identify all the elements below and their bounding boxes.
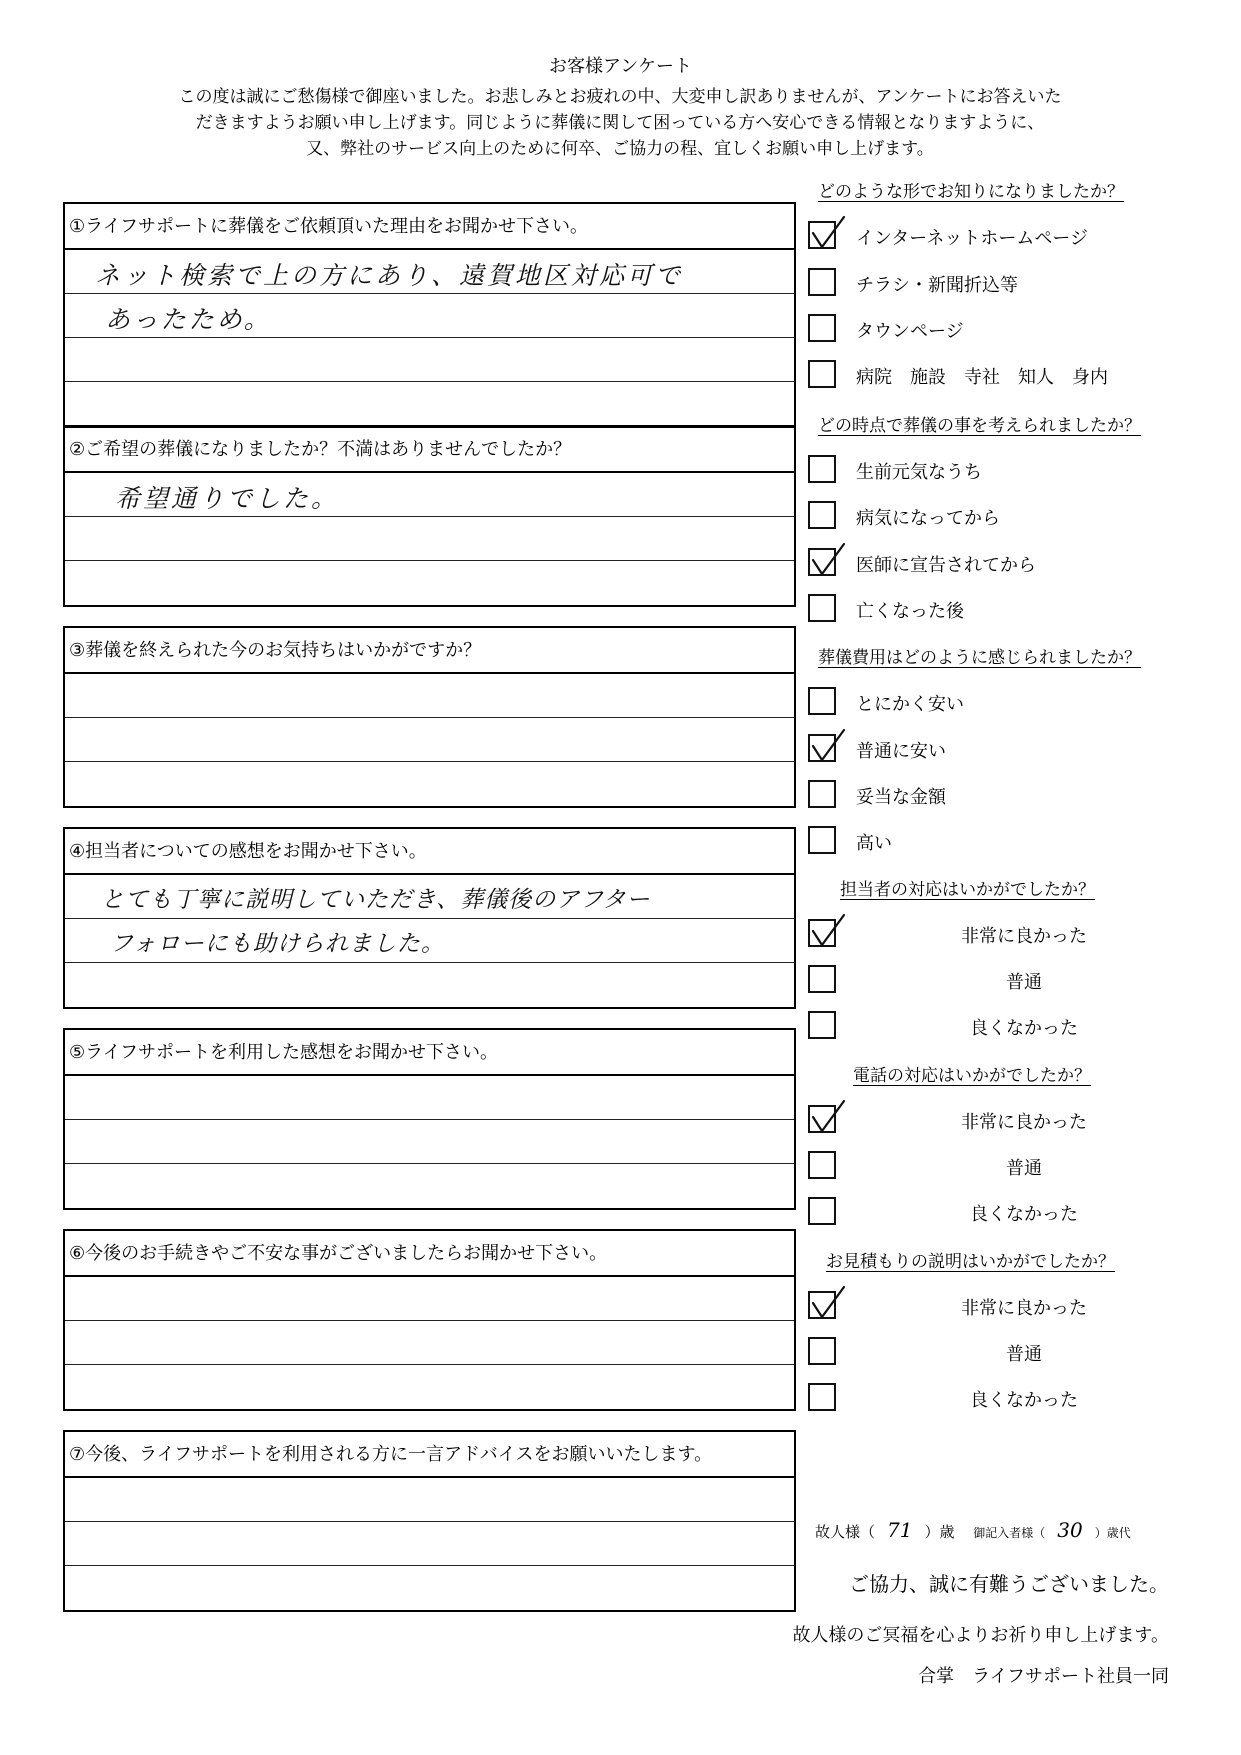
question-1-label: ①ライフサポートに葬儀をご依頼頂いた理由をお聞かせ下さい。 (65, 204, 794, 250)
handwritten-answer: ネット検索で上の方にあり、遠賀地区対応可で (95, 261, 684, 290)
question-4-label: ④担当者についての感想をお聞かせ下さい。 (65, 829, 794, 875)
option-fair-price[interactable] (808, 780, 1228, 814)
option-label: 普通 (1006, 972, 1042, 993)
answer-line[interactable] (65, 919, 794, 963)
question-6-box (63, 1229, 796, 1411)
checkbox[interactable] (808, 594, 836, 622)
question-6-label: ⑥今後のお手続きやご不安な事がございましたらお聞かせ下さい。 (65, 1231, 794, 1277)
option-label: 非常に良かった (961, 1298, 1087, 1319)
option-label: 亡くなった後 (856, 601, 964, 622)
option-while-healthy[interactable] (808, 455, 1228, 489)
section-heading-timing: どの時点で葬儀の事を考えられましたか？ (818, 416, 1141, 436)
answer-line[interactable] (65, 1277, 794, 1321)
check-mark-icon (808, 213, 848, 253)
intro-line-3: 又、弊社のサービス向上のために何卒、ご協力の程、宜しくお願い申し上げます。 (306, 139, 934, 159)
checkbox[interactable] (808, 1337, 836, 1365)
writer-age-label: 御記入者様（ (973, 1526, 1046, 1540)
answer-line[interactable] (65, 1522, 794, 1566)
answer-line[interactable] (65, 1478, 794, 1522)
option-label: とにかく安い (856, 694, 964, 715)
question-3-label: ③葬儀を終えられた今のお気持ちはいかがですか？ (65, 628, 794, 674)
option-after-diagnosis[interactable] (808, 548, 1228, 582)
answer-line[interactable] (65, 1365, 794, 1409)
answer-line[interactable] (65, 561, 794, 605)
option-townpage[interactable] (808, 314, 1228, 348)
answer-line[interactable] (65, 338, 794, 382)
page-title: お客様アンケート (549, 56, 692, 77)
option-label: 良くなかった (970, 1018, 1078, 1039)
deceased-age-unit: ）歳 (924, 1523, 955, 1541)
option-after-illness[interactable] (808, 501, 1228, 535)
closing-line-1: 故人様のご冥福を心よりお祈り申し上げます。 (792, 1625, 1169, 1646)
option-phone-not-good[interactable] (808, 1197, 1228, 1231)
option-staff-not-good[interactable] (808, 1011, 1228, 1045)
option-staff-normal[interactable] (808, 965, 1228, 999)
option-staff-very-good[interactable] (808, 919, 1228, 953)
section-heading-staff: 担当者の対応はいかがでしたか？ (840, 880, 1095, 900)
checkbox[interactable] (808, 687, 836, 715)
age-fields (815, 1518, 1131, 1542)
option-after-death[interactable] (808, 594, 1228, 628)
question-5-label: ⑤ライフサポートを利用した感想をお聞かせ下さい。 (65, 1030, 794, 1076)
answer-line[interactable] (65, 674, 794, 718)
question-2-label: ②ご希望の葬儀になりましたか？不満はありませんでしたか？ (65, 427, 794, 473)
option-label: チラシ・新聞折込等 (856, 275, 1018, 296)
writer-age-unit: ）歳代 (1094, 1526, 1131, 1540)
answer-line[interactable] (65, 875, 794, 919)
answer-line[interactable] (65, 762, 794, 806)
checkbox[interactable] (808, 314, 836, 342)
option-label: 生前元気なうち (856, 462, 982, 483)
answer-line[interactable] (65, 1321, 794, 1365)
check-mark-icon (808, 911, 848, 951)
option-label: 医師に宣告されてから (856, 555, 1036, 576)
option-label: インターネットホームページ (856, 228, 1089, 249)
check-mark-icon (808, 1283, 848, 1323)
checkbox[interactable] (808, 501, 836, 529)
checkbox[interactable] (808, 360, 836, 388)
answer-line[interactable] (65, 718, 794, 762)
closing-line-2: 合掌 ライフサポート社員一同 (918, 1666, 1169, 1687)
checkbox[interactable] (808, 780, 836, 808)
answer-line[interactable] (65, 963, 794, 1007)
section-heading-cost: 葬儀費用はどのように感じられましたか？ (818, 648, 1141, 668)
option-label: 病院 施設 寺社 知人 身内 (856, 367, 1108, 388)
option-phone-very-good[interactable] (808, 1105, 1228, 1139)
checkbox[interactable] (808, 1011, 836, 1039)
option-estimate-normal[interactable] (808, 1337, 1228, 1371)
option-phone-normal[interactable] (808, 1151, 1228, 1185)
option-internet[interactable] (808, 221, 1228, 255)
option-label: 普通に安い (856, 741, 946, 762)
option-label: 妥当な金額 (856, 787, 946, 808)
check-mark-icon (808, 1097, 848, 1137)
answer-line[interactable] (65, 1120, 794, 1164)
question-7-label: ⑦今後、ライフサポートを利用される方に一言アドバイスをお願いいたします。 (65, 1432, 794, 1478)
checkbox[interactable] (808, 455, 836, 483)
checkbox[interactable] (808, 1197, 836, 1225)
section-heading-estimate: お見積もりの説明はいかがでしたか？ (826, 1252, 1115, 1272)
checkbox[interactable] (808, 1383, 836, 1411)
answer-line[interactable] (65, 1076, 794, 1120)
checkbox[interactable] (808, 826, 836, 854)
option-flyer[interactable] (808, 268, 1228, 302)
question-2-box (63, 425, 796, 607)
intro-line-2: だきますようお願い申し上げます。同じように葬儀に関して困っている方へ安心できる情報となりますように、 (195, 113, 1045, 133)
option-expensive[interactable] (808, 826, 1228, 860)
deceased-age-label: 故人様（ (815, 1523, 876, 1541)
option-referral[interactable] (808, 360, 1228, 394)
question-1-box (63, 202, 796, 428)
answer-line[interactable] (65, 382, 794, 426)
answer-line[interactable] (65, 294, 794, 338)
option-very-cheap[interactable] (808, 687, 1228, 721)
option-label: 非常に良かった (961, 1112, 1087, 1133)
answer-line[interactable] (65, 1164, 794, 1208)
checkbox[interactable] (808, 965, 836, 993)
answer-line[interactable] (65, 517, 794, 561)
checkbox[interactable] (808, 268, 836, 296)
checkbox[interactable] (808, 1151, 836, 1179)
option-label: 高い (856, 833, 892, 854)
option-label: 良くなかった (970, 1204, 1078, 1225)
option-label: タウンページ (856, 321, 964, 342)
check-mark-icon (808, 540, 848, 580)
option-label: 非常に良かった (961, 926, 1087, 947)
option-estimate-not-good[interactable] (808, 1383, 1228, 1417)
option-estimate-very-good[interactable] (808, 1291, 1228, 1325)
writer-age-value[interactable]: 30 (1057, 1518, 1083, 1542)
answer-line[interactable] (65, 1566, 794, 1610)
option-label: 良くなかった (970, 1390, 1078, 1411)
handwritten-answer: 希望通りでした。 (115, 484, 340, 513)
question-4-box (63, 827, 796, 1009)
option-label: 普通 (1006, 1344, 1042, 1365)
handwritten-answer: とても丁寧に説明していただき、葬儀後のアフター (101, 887, 651, 913)
option-label: 普通 (1006, 1158, 1042, 1179)
thanks-message: ご協力、誠に有難うございました。 (849, 1572, 1169, 1596)
deceased-age-value[interactable]: 71 (887, 1518, 913, 1542)
handwritten-answer: フォローにも助けられました。 (110, 931, 445, 957)
check-mark-icon (808, 726, 848, 766)
question-7-box (63, 1430, 796, 1612)
question-3-box (63, 626, 796, 808)
option-reasonably-cheap[interactable] (808, 734, 1228, 768)
answer-line[interactable] (65, 473, 794, 517)
section-heading-source: どのような形でお知りになりましたか？ (818, 182, 1124, 202)
handwritten-answer: あったため。 (105, 305, 272, 334)
answer-line[interactable] (65, 250, 794, 294)
intro-line-1: この度は誠にご愁傷様で御座いました。お悲しみとお疲れの中、大変申し訳ありませんが、アンケートにお答えいた (178, 87, 1062, 107)
option-label: 病気になってから (856, 508, 1000, 529)
question-5-box (63, 1028, 796, 1210)
section-heading-phone: 電話の対応はいかがでしたか？ (853, 1066, 1091, 1086)
